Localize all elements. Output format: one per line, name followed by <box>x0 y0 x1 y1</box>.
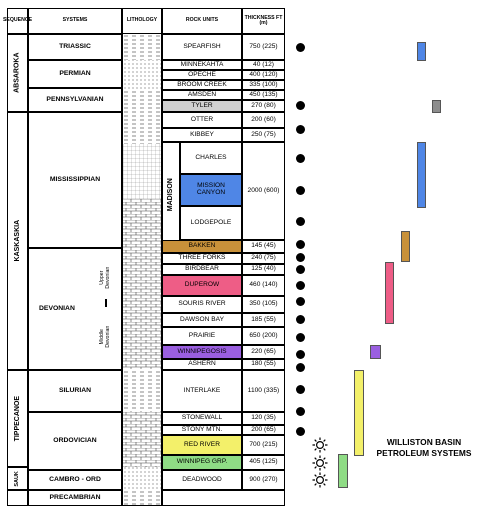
unit-souris-river: SOURIS RIVER <box>162 296 242 313</box>
unit-opeche: OPECHE <box>162 70 242 80</box>
petroleum-system-bar-winnipegosis <box>370 345 381 359</box>
thickness-red-river: 700 (215) <box>242 435 285 455</box>
petroleum-system-bar-blue-top <box>417 42 426 61</box>
petroleum-system-bar-bakken <box>401 231 410 262</box>
lithology-pattern <box>123 34 161 505</box>
petroleum-system-bar-winnipeg <box>338 454 348 488</box>
system-permian: PERMIAN <box>28 60 122 88</box>
unit-stony-mtn: STONY MTN. <box>162 425 242 435</box>
thickness-souris-river: 350 (105) <box>242 296 285 313</box>
mission-canyon-label: MISSION CANYON <box>196 182 226 196</box>
header-thickness: THICKNESS FT (m) <box>242 8 285 34</box>
upper-devonian-label: Upper Devonian <box>99 267 112 289</box>
system-ordovician: ORDOVICIAN <box>28 412 122 470</box>
petroleum-system-bar-tyler <box>432 100 441 113</box>
black-circle-icon <box>296 333 305 342</box>
thickness-madison: 2000 (600) <box>242 142 285 240</box>
thickness-minnekahta: 40 (12) <box>242 60 285 70</box>
sequence-label: TIPPECANOE <box>13 395 21 442</box>
unit-tyler: TYLER <box>162 100 242 112</box>
thickness-prairie: 650 (200) <box>242 327 285 345</box>
header-rock-units: ROCK UNITS <box>162 8 242 34</box>
precambrian-blank <box>162 490 285 506</box>
sequence-blank <box>7 490 28 506</box>
black-circle-icon <box>296 385 305 394</box>
sun-icon <box>312 472 328 488</box>
thickness-winnipeg-grp: 405 (125) <box>242 455 285 470</box>
black-circle-icon <box>296 407 305 416</box>
black-circle-icon <box>296 154 305 163</box>
black-circle-icon <box>296 253 305 262</box>
thickness-ashern: 180 (55) <box>242 359 285 370</box>
thickness-interlake: 1100 (335) <box>242 370 285 412</box>
sun-icon <box>312 455 328 471</box>
thickness-amsden: 450 (135) <box>242 90 285 100</box>
thickness-deadwood: 900 (270) <box>242 470 285 490</box>
unit-birdbear: BIRDBEAR <box>162 264 242 275</box>
unit-three-forks: THREE FORKS <box>162 253 242 264</box>
black-circle-icon <box>296 186 305 195</box>
unit-winnipeg-grp: WINNIPEG GRP. <box>162 455 242 470</box>
thickness-stony-mtn: 200 (65) <box>242 425 285 435</box>
sequence-sauk <box>7 467 28 490</box>
thickness-tyler: 270 (80) <box>242 100 285 112</box>
system-precambrian: PRECAMBRIAN <box>28 490 122 506</box>
unit-kibbey: KIBBEY <box>162 128 242 142</box>
unit-ashern: ASHERN <box>162 359 242 370</box>
madison-label: MADISON <box>167 178 175 212</box>
system-devonian <box>28 248 122 370</box>
unit-lodgepole: LODGEPOLE <box>180 206 242 240</box>
system-silurian: SILURIAN <box>28 370 122 412</box>
system-mississippian: MISSISSIPPIAN <box>28 112 122 248</box>
black-circle-icon <box>296 350 305 359</box>
thickness-otter: 200 (60) <box>242 112 285 128</box>
black-circle-icon <box>296 427 305 436</box>
thickness-dawson-bay: 185 (55) <box>242 313 285 327</box>
unit-winnipegosis: WINNIPEGOSIS <box>162 345 242 359</box>
thickness-winnipegosis: 220 (65) <box>242 345 285 359</box>
system-triassic: TRIASSIC <box>28 34 122 60</box>
unit-charles: CHARLES <box>180 142 242 174</box>
unit-prairie: PRAIRIE <box>162 327 242 345</box>
header-sequence: SEQUENCE <box>7 8 28 34</box>
unit-otter: OTTER <box>162 112 242 128</box>
thickness-stonewall: 120 (35) <box>242 412 285 425</box>
sun-icon <box>312 437 328 453</box>
black-circle-icon <box>296 297 305 306</box>
black-circle-icon <box>296 281 305 290</box>
sequence-label: ABSAROKA <box>13 52 21 94</box>
thickness-birdbear: 125 (40) <box>242 264 285 275</box>
petroleum-system-bar-red-river <box>354 370 364 456</box>
unit-stonewall: STONEWALL <box>162 412 242 425</box>
unit-red-river: RED RIVER <box>162 435 242 455</box>
madison-group <box>162 142 180 248</box>
unit-deadwood: DEADWOOD <box>162 470 242 490</box>
system-cambro-ord: CAMBRO - ORD <box>28 470 122 490</box>
middle-devonian-label: Middle Devonian <box>99 326 111 348</box>
unit-duperow: DUPEROW <box>162 275 242 296</box>
lithology-column <box>122 34 162 506</box>
thickness-opeche: 400 (120) <box>242 70 285 80</box>
sequence-label: KASKASKIA <box>13 220 21 262</box>
unit-interlake: INTERLAKE <box>162 370 242 412</box>
petroleum-system-bar-madison <box>417 142 426 208</box>
sequence-absaroka <box>7 34 28 112</box>
unit-broom-creek: BROOM CREEK <box>162 80 242 90</box>
black-circle-icon <box>296 315 305 324</box>
black-circle-icon <box>296 240 305 249</box>
black-circle-icon <box>296 43 305 52</box>
sequence-tippecanoe <box>7 370 28 467</box>
unit-bakken: BAKKEN <box>162 240 242 253</box>
unit-amsden: AMSDEN <box>162 90 242 100</box>
thickness-broom-creek: 335 (100) <box>242 80 285 90</box>
thickness-kibbey: 250 (75) <box>242 128 285 142</box>
black-circle-icon <box>296 217 305 226</box>
devonian-label: DEVONIAN <box>39 305 75 312</box>
unit-spearfish: SPEARFISH <box>162 34 242 60</box>
upper-devonian-label-box <box>99 255 113 301</box>
black-circle-icon <box>296 101 305 110</box>
thickness-spearfish: 750 (225) <box>242 34 285 60</box>
unit-mission-canyon <box>180 174 242 206</box>
middle-devonian-label-box <box>99 309 113 365</box>
thickness-duperow: 460 (140) <box>242 275 285 296</box>
black-circle-icon <box>296 125 305 134</box>
unit-minnekahta: MINNEKAHTA <box>162 60 242 70</box>
thickness-three-forks: 240 (75) <box>242 253 285 264</box>
black-circle-icon <box>296 265 305 274</box>
legend-title: WILLISTON BASIN PETROLEUM SYSTEMS <box>376 437 472 458</box>
series-divider <box>105 299 109 307</box>
sequence-kaskaskia <box>7 112 28 370</box>
black-circle-icon <box>296 363 305 372</box>
system-pennsylvanian: PENNSYLVANIAN <box>28 88 122 112</box>
petroleum-system-bar-duperow <box>385 262 394 324</box>
header-lithology: LITHOLOGY <box>122 8 162 34</box>
sequence-label: SAUK <box>13 470 20 487</box>
header-systems: SYSTEMS <box>28 8 122 34</box>
thickness-bakken: 145 (45) <box>242 240 285 253</box>
unit-dawson-bay: DAWSON BAY <box>162 313 242 327</box>
